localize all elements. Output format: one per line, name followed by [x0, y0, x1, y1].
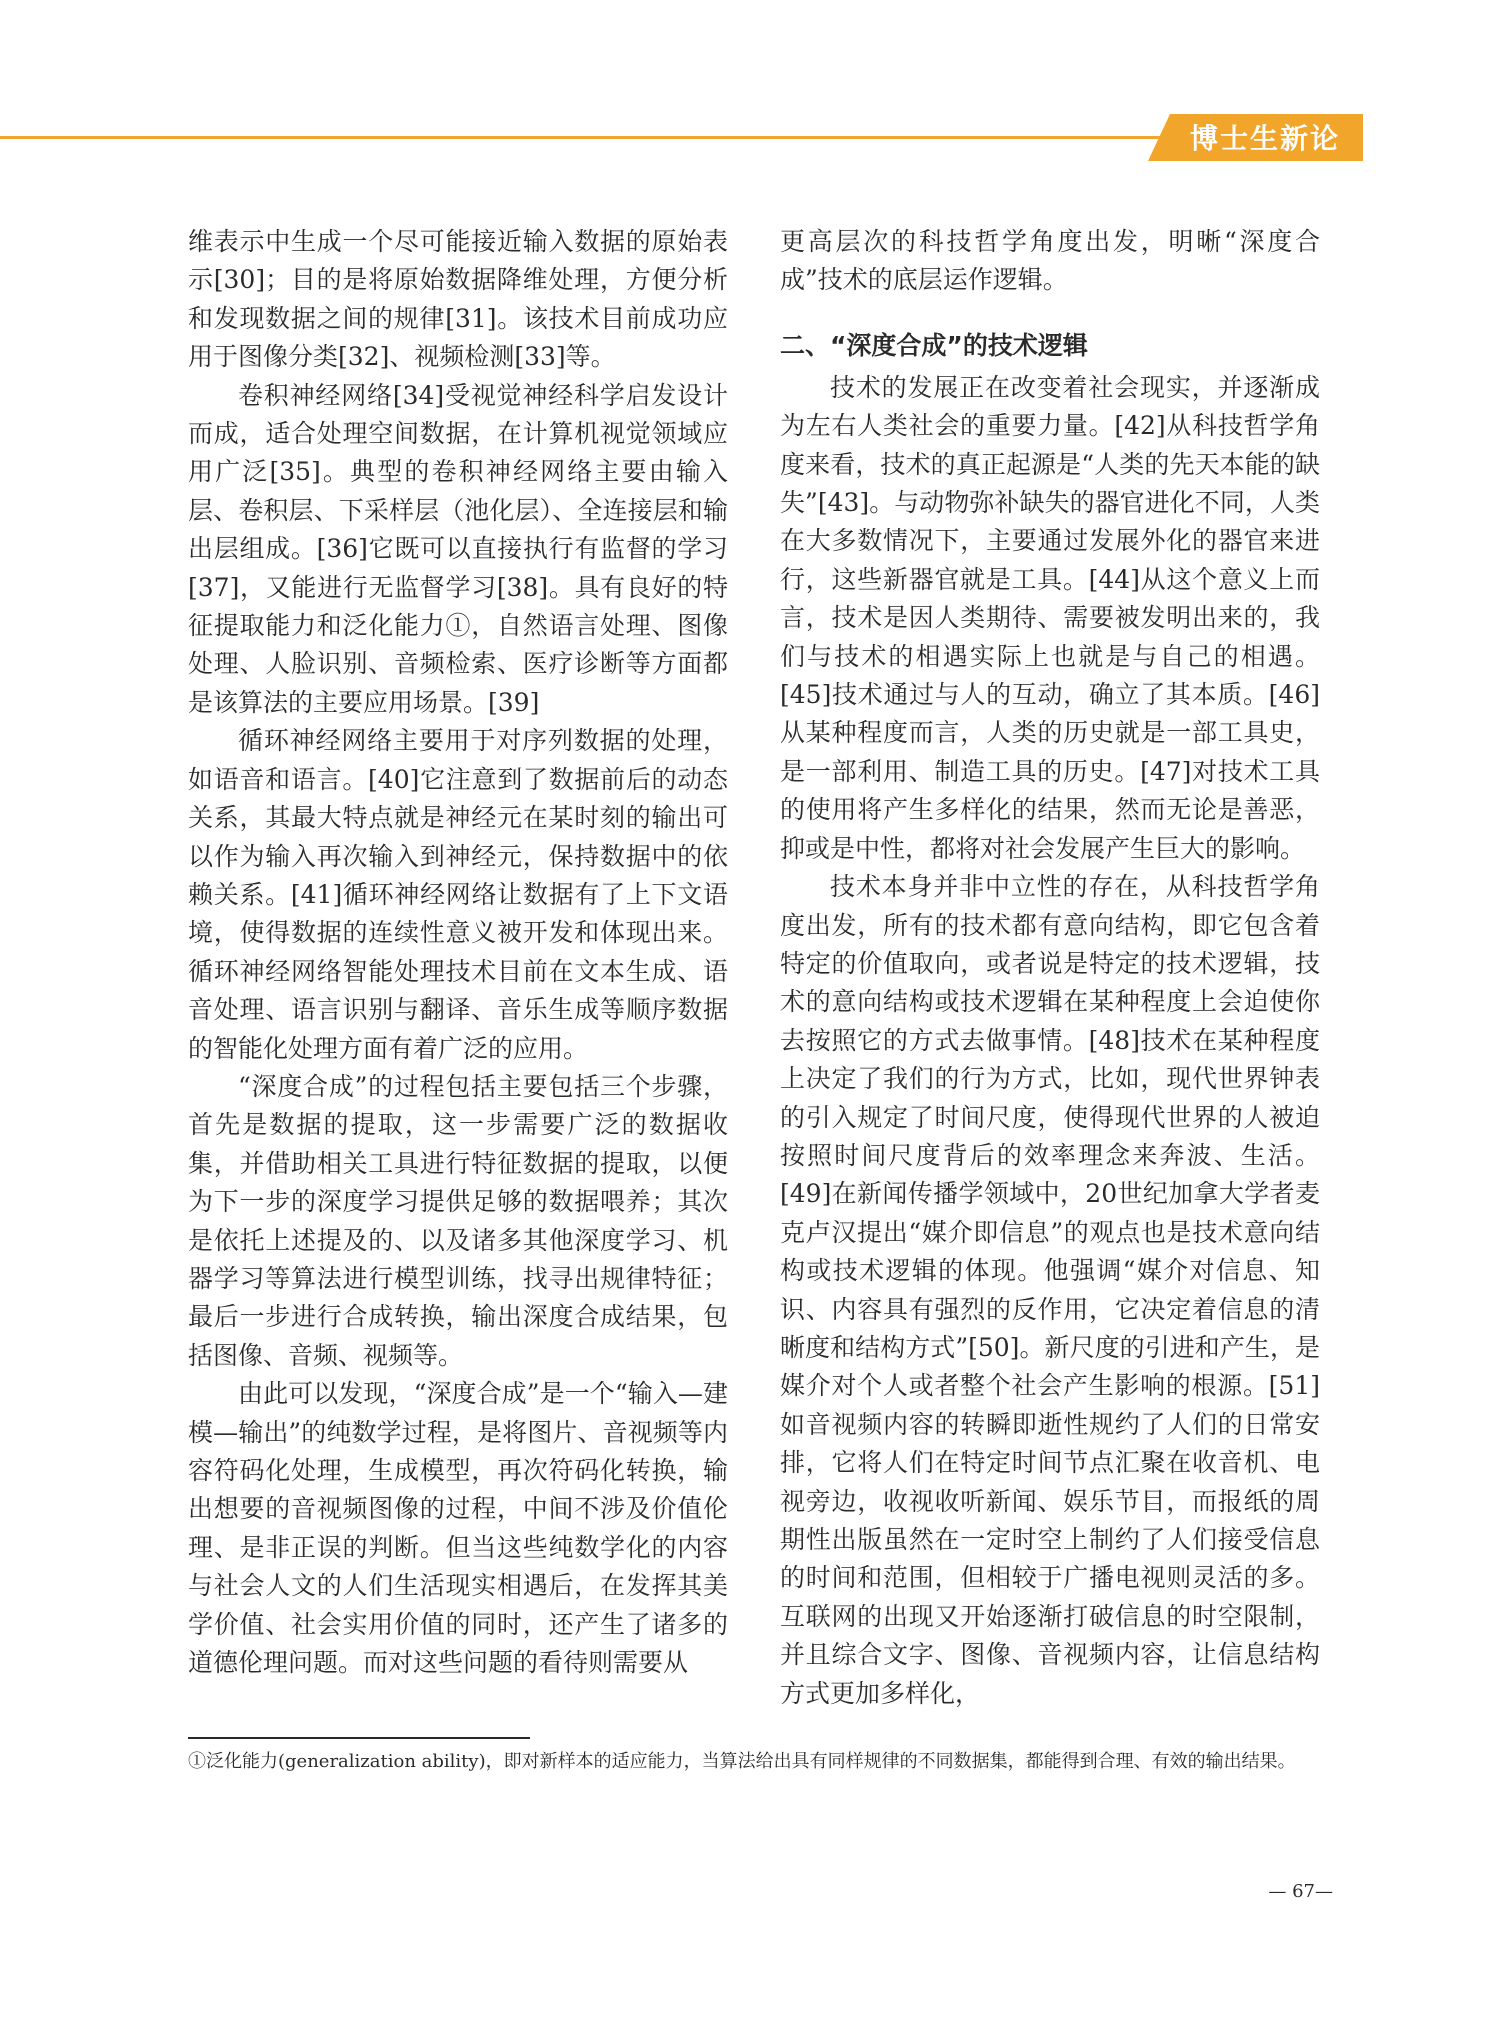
- body-paragraph: 技术本身并非中立性的存在，从科技哲学角度出发，所有的技术都有意向结构，即它包含着特定的价值取向，或者说是特定的技术逻辑，技术的意向结构或技术逻辑在某种程度上会迫使你去按照它的方式去做事情。[48]技术在某种程度上决定了我们的行为方式，比如，现代世界钟表的引入规定了时间尺度，使得现代世界的人被迫按照时间尺度背后的效率理念来奔波、生活。[49]在新闻传播学领域中，20世纪加拿大学者麦克卢汉提出“媒介即信息”的观点也是技术意向结构或技术逻辑的体现。他强调“媒介对信息、知识、内容具有强烈的反作用，它决定着信息的清晰度和结构方式”[50]。新尺度的引进和产生，是媒介对个人或者整个社会产生影响的根源。[51]如音视频内容的转瞬即逝性规约了人们的日常安排，它将人们在特定时间节点汇聚在收音机、电视旁边，收视收听新闻、娱乐节目，而报纸的周期性出版虽然在一定时空上制约了人们接受信息的时间和范围，但相较于广播电视则灵活的多。互联网的出现又开始逐渐打破信息的时空限制，并且综合文字、图像、音视频内容，让信息结构方式更加多样化，: [780, 872, 1320, 1708]
- section-heading: 二、“深度合成”的技术逻辑: [780, 330, 1088, 360]
- body-paragraph: 循环神经网络主要用于对序列数据的处理，如语音和语言。[40]它注意到了数据前后的动态关系，其最大特点就是神经元在某时刻的输出可以作为输入再次输入到神经元，保持数据中的依赖关系。[41]循环神经网络让数据有了上下文语境，使得数据的连续性意义被开发和体现出来。循环神经网络智能处理技术目前在文本生成、语音处理、语言识别与翻译、音乐生成等顺序数据的智能化处理方面有着广泛的应用。: [188, 726, 728, 1063]
- page-number: — 67—: [1268, 1881, 1333, 1902]
- body-paragraph: 由此可以发现，“深度合成”是一个“输入—建模—输出”的纯数学过程，是将图片、音视频等内容符码化处理，生成模型，再次符码化转换，输出想要的音视频图像的过程，中间不涉及价值伦理、是非正误的判断。但当这些纯数学化的内容与社会人文的人们生活现实相遇后，在发挥其美学价值、社会实用价值的同时，还产生了诸多的道德伦理问题。而对这些问题的看待则需要从: [188, 1379, 728, 1678]
- body-paragraph: 更高层次的科技哲学角度出发，明晰“深度合成”技术的底层运作逻辑。: [780, 227, 1320, 295]
- body-paragraph: “深度合成”的过程包括主要包括三个步骤，首先是数据的提取，这一步需要广泛的数据收集，并借助相关工具进行特征数据的提取，以便为下一步的深度学习提供足够的数据喂养；其次是依托上述提及的、以及诸多其他深度学习、机器学习等算法进行模型训练，找寻出规律特征；最后一步进行合成转换，输出深度合成结果，包括图像、音频、视频等。: [188, 1071, 728, 1370]
- section-title: 博士生新论: [1189, 122, 1340, 155]
- right-column: [780, 223, 1320, 1713]
- left-column: [188, 223, 728, 1682]
- body-paragraph: 卷积神经网络[34]受视觉神经科学启发设计而成，适合处理空间数据，在计算机视觉领域应用广泛[35]。典型的卷积神经网络主要由输入层、卷积层、下采样层（池化层）、全连接层和输出层组成。[36]它既可以直接执行有监督的学习[37]，又能进行无监督学习[38]。具有良好的特征提取能力和泛化能力①，自然语言处理、图像处理、人脸识别、音频检索、医疗诊断等方面都是该算法的主要应用场景。[39]: [188, 380, 728, 717]
- body-paragraph: 技术的发展正在改变着社会现实，并逐渐成为左右人类社会的重要力量。[42]从科技哲学角度来看，技术的真正起源是“人类的先天本能的缺失”[43]。与动物弥补缺失的器官进化不同，人类在大多数情况下，主要通过发展外化的器官来进行，这些新器官就是工具。[44]从这个意义上而言，技术是因人类期待、需要被发明出来的，我们与技术的相遇实际上也就是与自己的相遇。[45]技术通过与人的互动，确立了其本质。[46]从某种程度而言，人类的历史就是一部工具史，是一部利用、制造工具的历史。[47]对技术工具的使用将产生多样化的结果，然而无论是善恶，抑或是中性，都将对社会发展产生巨大的影响。: [780, 372, 1320, 863]
- footnote-rule: [188, 1737, 530, 1739]
- footnote: ①泛化能力(generalization ability)，即对新样本的适应能力，当算法给出具有同样规律的不同数据集，都能得到合理、有效的输出结果。: [188, 1751, 1296, 1772]
- body-paragraph: 维表示中生成一个尽可能接近输入数据的原始表示[30]；目的是将原始数据降维处理，方便分析和发现数据之间的规律[31]。该技术目前成功应用于图像分类[32]、视频检测[33]等。: [188, 227, 728, 372]
- header-rule: [0, 136, 1185, 139]
